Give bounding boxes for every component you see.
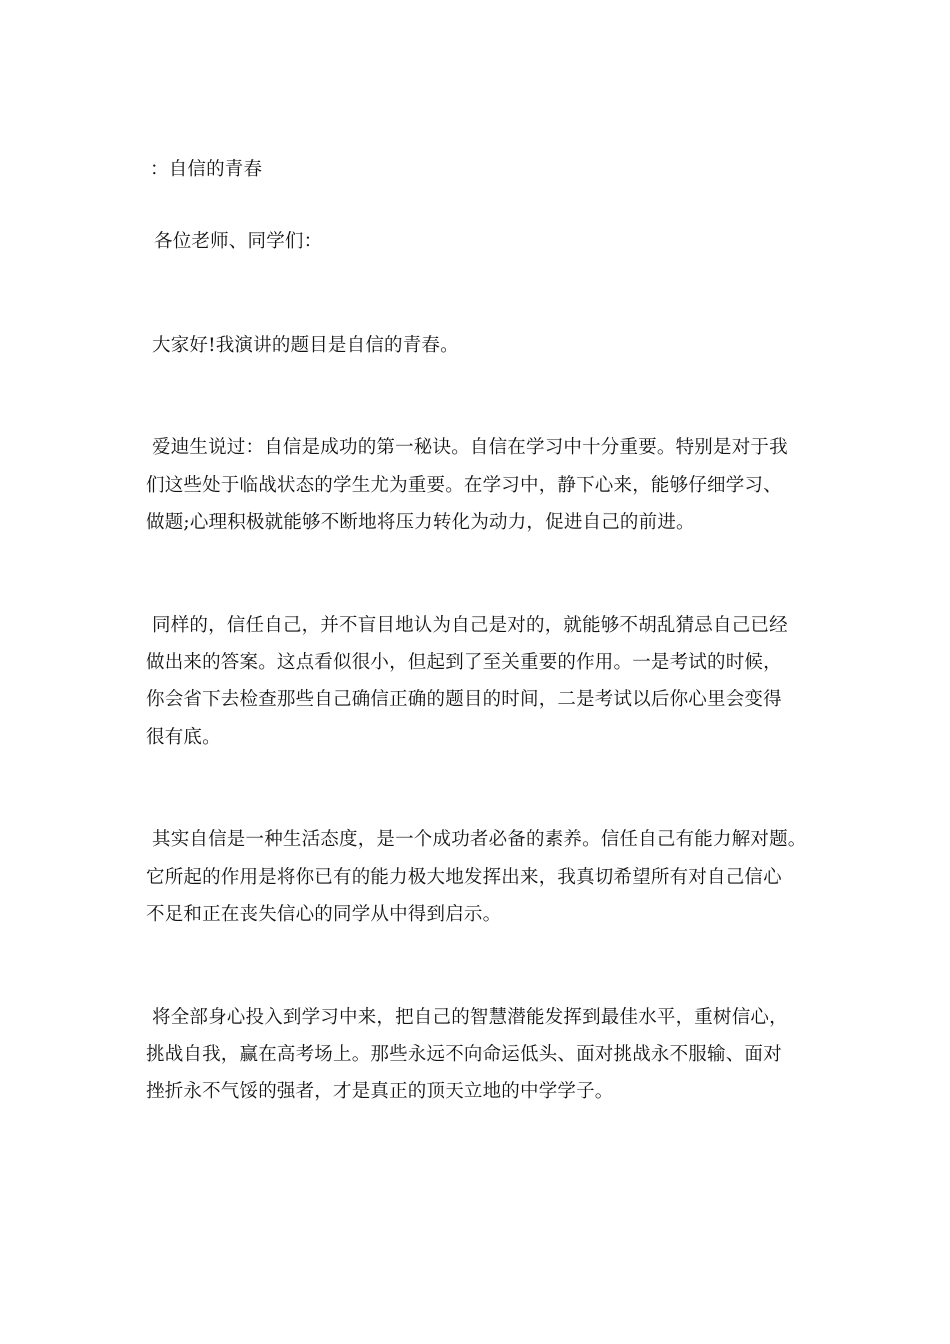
document-title: ：自信的青春: [150, 159, 263, 180]
paragraph-line: 它所起的作用是将你已有的能力极大地发挥出来，我真切希望所有对自己信心: [146, 867, 782, 888]
paragraph-line: 同样的，信任自己，并不盲目地认为自己是对的，就能够不胡乱猜忌自己已经: [152, 615, 788, 636]
paragraph-line: 爱迪生说过：自信是成功的第一秘诀。自信在学习中十分重要。特别是对于我: [152, 437, 788, 458]
paragraph-line: 做出来的答案。这点看似很小，但起到了至关重要的作用。一是考试的时候，: [146, 652, 782, 673]
paragraph-line: 很有底。: [146, 727, 221, 748]
paragraph-line: 将全部身心投入到学习中来，把自己的智慧潜能发挥到最佳水平，重树信心，: [152, 1007, 788, 1028]
paragraph-line: 做题;心理积极就能够不断地将压力转化为动力，促进自己的前进。: [146, 512, 695, 533]
paragraph-line: 挫折永不气馁的强者，才是真正的顶天立地的中学学子。: [146, 1081, 614, 1102]
paragraph-line: 们这些处于临战状态的学生尤为重要。在学习中，静下心来，能够仔细学习、: [146, 475, 782, 496]
salutation: 各位老师、同学们：: [154, 231, 323, 252]
paragraph-line: 不足和正在丧失信心的同学从中得到启示。: [146, 904, 502, 925]
paragraph-line: 你会省下去检查那些自己确信正确的题目的时间，二是考试以后你心里会变得: [146, 689, 782, 710]
paragraph-line: 挑战自我，赢在高考场上。那些永远不向命运低头、面对挑战永不服输、面对: [146, 1044, 782, 1065]
greeting: 大家好!我演讲的题目是自信的青春。: [152, 335, 459, 356]
paragraph-line: 其实自信是一种生活态度，是一个成功者必备的素养。信任自己有能力解对题。: [152, 829, 807, 850]
